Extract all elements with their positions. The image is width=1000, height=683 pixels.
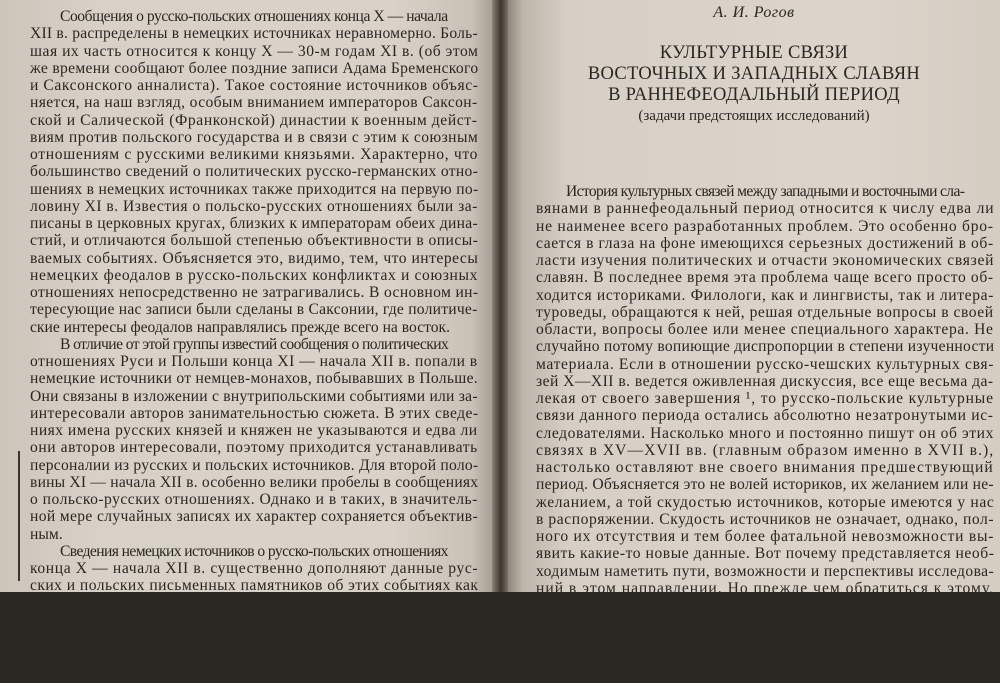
text-line: ясным, если мы обратимся в первую очередь к изучению судьбы [536,648,994,666]
text-line: период. Объясняется это не волей историков, их желанием или не- [536,476,994,494]
article-author: А. И. Рогов [713,4,795,21]
paragraph [536,183,994,683]
text-line: славян. В последнее время эта проблема чаще всего просто об- [536,269,994,287]
text-line: материала. Если в отношении русско-чешских культурных свя- [536,355,995,373]
text-line: ваемых событиях. Объясняется это, видимо, тем, что интересы [30,249,479,267]
text-line: не наименее всего разработанных проблем. Это особенно бро- [536,217,994,235]
text-line: и Саксонского анналиста). Такое состояние источников объяс- [30,77,479,94]
text-line: шая их часть относится к концу X — 30-м годам XI в. (об этом [30,42,479,60]
text-line: XII в. распределены в немецких источниках неравномерно. Боль- [30,25,478,43]
text-line: же времени сообщают более поздние записи Адама Бременского [30,59,479,77]
text-line: более что данная проблема тесно связана со второй. Это станет [536,631,995,649]
text-line: тересующие нас записи были сделаны в Саксонии, где политиче- [30,301,478,319]
text-line: тории русско-польских политических отношений конца X — нача- [30,646,478,664]
text-line: вины XI — начала XII в. особенно велики пробелы в сообщениях [30,473,479,491]
text-line: конца X — начала XII в. существенно дополняют данные рус- [30,560,479,577]
left-page [0,0,492,681]
text-line: ской и Салической (Франконской) династии к военным дейст- [30,111,478,129]
text-line: ным. [30,525,63,543]
text-line: сается в глаза на фоне имеющихся серьезных достижений в об- [536,234,994,252]
text-line: лекая от своего завершения ¹, то русско-польские культурные [536,390,994,407]
text-line: История культурных связей между западными и восточными сла- [566,183,965,200]
text-line: ниях имена русских князей и княжен не указываются и едва ли [30,422,478,439]
text-line: случайно потому вопиющие диспропорции в степени изученности [536,338,995,356]
text-line: связях в XV—XVII вв. (главным образом именно в XVII в.), [536,441,995,459]
text-line: и обстоятельностью самих сообщений. Их данные позволяют вы- [30,611,478,629]
text-line: интересовали авторов занимательностью сюжета. В этих сведе- [30,404,479,422]
text-line: Сообщения о русско-польских отношениях конца X — начала [60,8,448,25]
text-line: писаны в церковных кругах, близких к императорам обеих дина- [30,215,478,232]
text-line: ходится историками. Филологи, как и лингвисты, так и литера- [536,286,995,304]
text-line: туроведы, обращаются к ней, решая отдельные вопросы в своей [536,303,994,321]
text-line: немецкие источники от немцев-монахов, побывавших в Польше. [30,370,478,388]
right-page-text [536,183,994,683]
article-title [508,43,1000,106]
text-line: настолько оставляют вне своего внимания предшествующий [536,459,994,476]
text-line: шениях в немецких источниках также приходится на первую по- [30,180,479,198]
text-line: немецких феодалов в русско-польских конфликтах и союзных [30,266,479,284]
article-title-line: В РАННЕФЕОДАЛЬНЫЙ ПЕРИОД [608,85,900,105]
text-line: ной мере случайных записях их характер сохраняется объектив- [30,508,479,526]
text-line: В отличие от этой группы известий сообщения о политических [60,335,449,353]
article-subtitle: (задачи предстоящих исследований) [638,108,870,124]
text-line: отношениях непосредственно не затрагивались. В основном ин- [30,284,479,301]
text-line: ловину XI в. Известия о польско-русских отношениях были за- [30,197,478,215]
text-line: чешские связи, положение с которой обстоит благополучней, тем [536,614,995,632]
left-page-text [30,8,478,681]
text-line: ла XII в. [30,663,86,681]
text-line: ласти изучения политических и отчасти экономических связей [536,252,995,269]
text-line: персоналии из русских и польских источников. Для второй поло- [30,456,479,474]
text-line: стий, и отличаются большой степенью объективности в описы- [30,232,479,250]
text-line: следователями. Насколько много и постоянно пишут он об этих [536,424,994,442]
text-line: Кирилло-Мефодиевского культурного наследия на Руси и у за- [536,666,954,683]
text-line: ходимым наметить пути, возможности и перспективы исследова- [536,562,995,580]
text-line: явить не только основные черты, но и суть ряда эпизодов из ис- [30,629,479,646]
paragraph [30,336,478,543]
text-line: о польско-русских отношениях. Однако и в таких, в значитель- [30,491,478,508]
text-line: в распоряжении. Скудость источников не означает, однако, пол- [536,510,995,528]
paragraph [30,8,478,336]
right-page [508,0,1000,683]
text-line: няется, на наш взгляд, особым вниманием императоров Саксон- [30,94,478,112]
book-gutter [492,0,508,592]
text-line: следует рассмотреть первую из намеченных проблем — русско- [536,597,994,614]
text-line: ний в этом направлении. Но прежде чем обратиться к этому, [536,579,995,597]
text-line: Сведения немецких источников о русско-польских отношениях [60,542,448,560]
text-line: явить какие-то новые данные. Вот почему представляется необ- [536,545,995,563]
paragraph [30,543,478,681]
text-line: виям против польского государства и в связи с этим к союзным [30,128,479,146]
article-title-line: ВОСТОЧНЫХ И ЗАПАДНЫХ СЛАВЯН [587,64,921,84]
text-line: большинство сведений о политических русско-германских отно- [30,163,479,181]
text-line: отношениях Руси и Польши конца XI — начала XII в. попали в [30,353,478,370]
text-line: ские интересы феодалов направлялись прежде всего на восток. [30,318,450,336]
text-line: вянами в раннефеодальный период относится к числу едва ли [536,200,995,218]
text-line: ских и польских письменных памятников об этих событиях как [30,577,479,595]
text-line: ного их отсутствия и тем более фатальной невозможности вы- [536,528,995,545]
text-line: в силу объективного в основном хода изложения событий, так [30,594,478,612]
text-line: Они связаны в изложении с внутрипольскими событиями или за- [30,387,478,405]
text-line: области, вопросы более или менее специального характера. Не [536,321,994,338]
text-line: отношениям с русскими великими князьями. Характерно, что [30,146,479,163]
article-title-line: КУЛЬТУРНЫЕ СВЯЗИ [659,43,849,63]
margin-pencil-mark [18,451,20,581]
text-line: зей X—XII в. ведется оживленная дискуссия, все еще весьма да- [536,372,994,390]
text-line: они авторов интересовали, поэтому приходится устанавливать [30,439,478,457]
text-line: желанием, а той скудостью источников, которые имеются у нас [536,493,995,511]
text-line: связи данного периода остались абсолютно незатронутыми ис- [536,407,994,425]
